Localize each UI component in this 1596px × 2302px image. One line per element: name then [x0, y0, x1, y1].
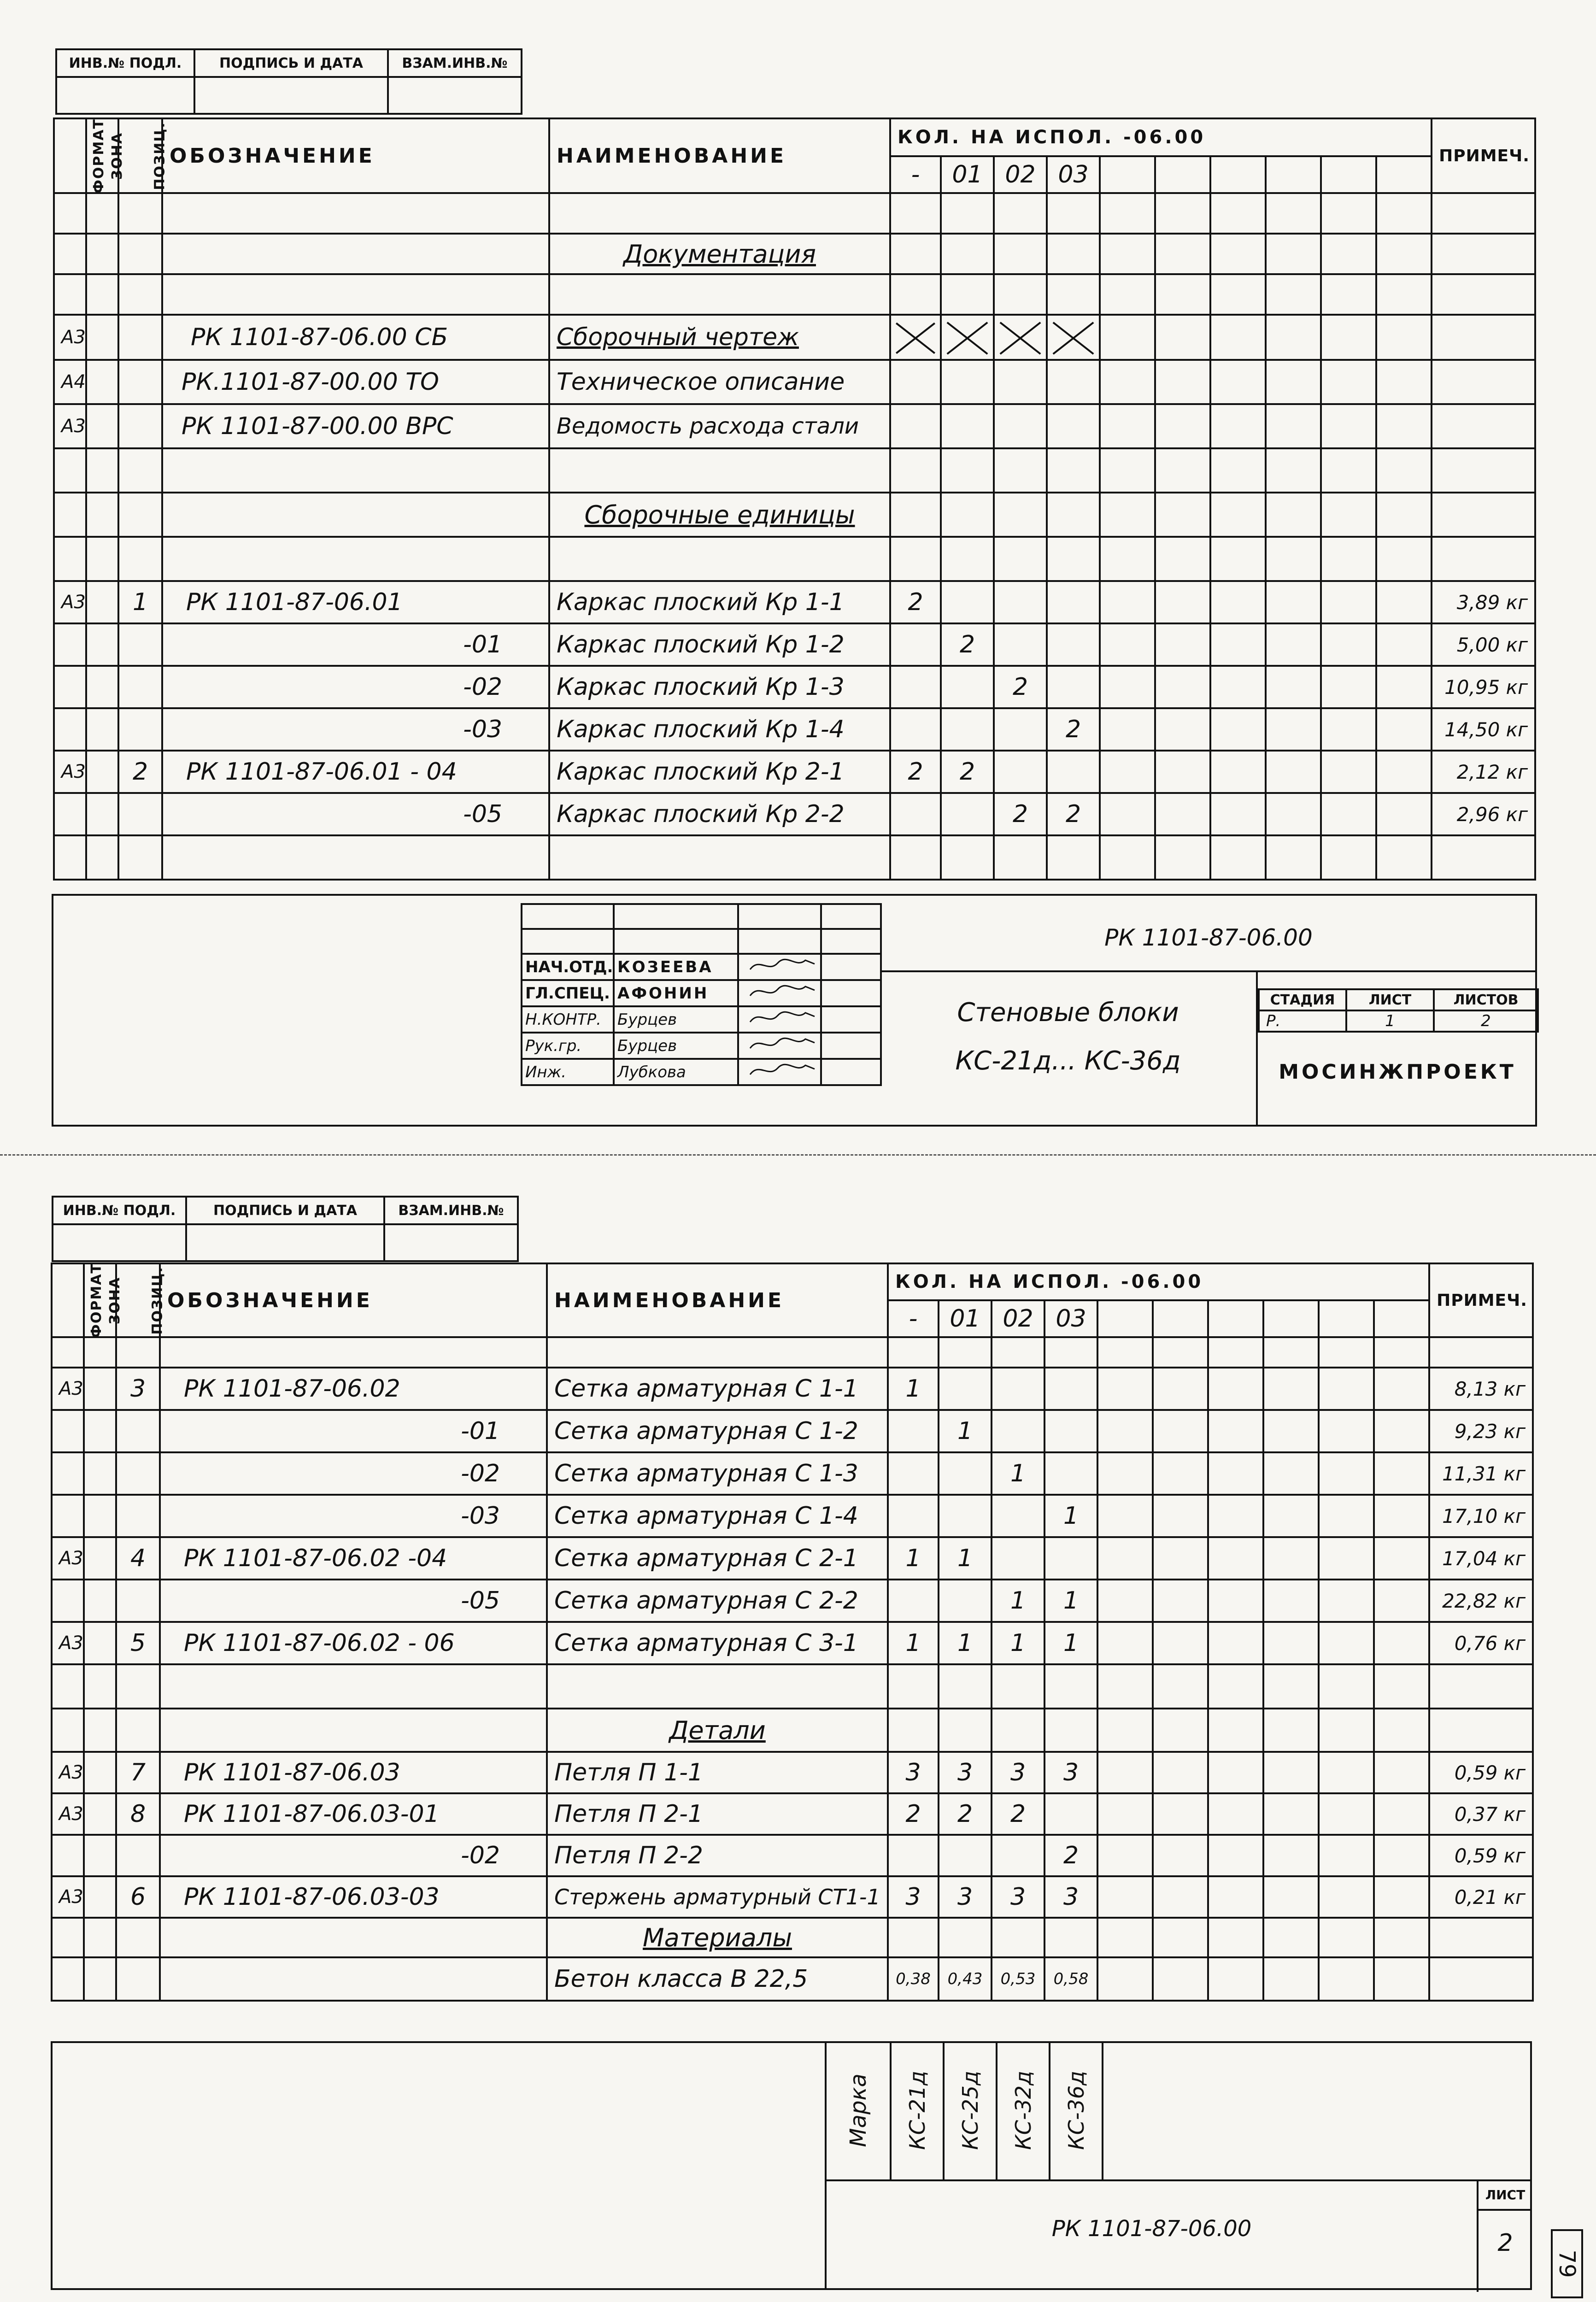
cell-qty	[888, 1452, 939, 1495]
sheet-1	[0, 0, 1596, 1143]
qty-col: -	[890, 156, 941, 193]
cell-position: 8	[116, 1793, 160, 1835]
cell-qty	[994, 623, 1047, 666]
cell-qty: 3	[888, 1876, 939, 1918]
cell-qty: 1	[939, 1410, 992, 1452]
spec-table-1	[53, 117, 1536, 881]
cell-designation: -01	[160, 1410, 547, 1452]
cell-qty	[939, 1368, 992, 1410]
title-block-roles	[521, 903, 882, 1086]
sheet-label-2: ЛИСТ	[1479, 2181, 1532, 2211]
cell-format	[52, 1410, 84, 1452]
cell-qty: 2	[1044, 1835, 1097, 1876]
cell-qty	[992, 1495, 1044, 1537]
stamp-inv: ИНВ.№ ПОДЛ.	[56, 49, 194, 77]
cell-designation: РК.1101-87-00.00 ТО	[162, 360, 549, 404]
spec-table-2	[51, 1263, 1534, 2002]
hdr-qty: КОЛ. НА ИСПОЛ. -06.00	[888, 1263, 1429, 1300]
cell-qty	[939, 1835, 992, 1876]
cell-qty	[994, 708, 1047, 751]
table-row	[54, 315, 1535, 360]
cell-name: Сетка арматурная С 1-1	[547, 1368, 888, 1410]
stamp-sign: ПОДПИСЬ И ДАТА	[194, 49, 388, 77]
cross-mark	[941, 315, 994, 360]
cell-qty	[939, 1452, 992, 1495]
cell-designation: РК 1101-87-00.00 ВРС	[162, 404, 549, 448]
doc-code: РК 1101-87-06.00	[880, 903, 1537, 972]
cell-position	[116, 1410, 160, 1452]
hdr-note: ПРИМЕЧ.	[1429, 1263, 1533, 1337]
cell-format: A3	[52, 1876, 84, 1918]
table-row	[52, 1876, 1533, 1918]
cell-position: 7	[116, 1752, 160, 1793]
cell-note: 10,95 кг	[1432, 666, 1535, 708]
cell-name: Сетка арматурная С 2-1	[547, 1537, 888, 1580]
cell-position	[116, 1835, 160, 1876]
cell-qty	[1044, 1537, 1097, 1580]
doc-code-2: РК 1101-87-06.00	[1051, 2216, 1252, 2242]
cell-qty: 2	[941, 623, 994, 666]
table-row	[54, 404, 1535, 448]
cell-name: Сетка арматурная С 1-2	[547, 1410, 888, 1452]
cell-note: 0,59 кг	[1429, 1835, 1533, 1876]
cell-position: 6	[116, 1876, 160, 1918]
cell-designation: РК 1101-87-06.02	[160, 1368, 547, 1410]
signature-row	[522, 1006, 881, 1033]
sheets-label: ЛИСТОВ	[1434, 989, 1538, 1010]
marka-label: Марка	[845, 2073, 871, 2147]
sheets-value: 2	[1434, 1010, 1538, 1032]
cell-name: Техническое описание	[549, 360, 890, 404]
page-number	[1551, 2229, 1583, 2298]
hdr-pos: ПОЗИЦ.	[118, 118, 162, 193]
signature	[738, 1033, 821, 1059]
cell-qty	[992, 1537, 1044, 1580]
cell-qty: 1	[1044, 1622, 1097, 1664]
cell-format	[54, 666, 86, 708]
cell-qty	[1044, 1410, 1097, 1452]
mark-cell	[1050, 2041, 1103, 2179]
cell-designation: РК 1101-87-06.01 - 04	[162, 751, 549, 793]
cell-qty: 2	[992, 1793, 1044, 1835]
cell-name: Петля П 2-1	[547, 1793, 888, 1835]
cell-position: 1	[118, 581, 162, 623]
sheet-value: 1	[1346, 1010, 1434, 1032]
hdr-format: ФОРМАТ	[52, 1263, 84, 1337]
cell-qty	[1047, 623, 1100, 666]
signature	[738, 954, 821, 980]
cell-qty	[890, 623, 941, 666]
cell-note: 17,10 кг	[1429, 1495, 1533, 1537]
cell-format: A3	[54, 315, 86, 360]
cell-qty: 2	[939, 1793, 992, 1835]
qty-col: 02	[992, 1300, 1044, 1337]
cell-note: 0,59 кг	[1429, 1752, 1533, 1793]
table-row	[54, 793, 1535, 835]
table-row	[52, 1752, 1533, 1793]
cell-qty	[1047, 666, 1100, 708]
table-row	[52, 1452, 1533, 1495]
cell-qty	[939, 1495, 992, 1537]
cell-format: A3	[52, 1622, 84, 1664]
table-row	[52, 1368, 1533, 1410]
cell-qty	[1044, 1793, 1097, 1835]
cell-name: Петля П 2-2	[547, 1835, 888, 1876]
cell-name: Сборочный чертеж	[549, 315, 890, 360]
cell-qty	[992, 1368, 1044, 1410]
cell-qty: 0,58	[1044, 1957, 1097, 2001]
cross-mark	[1047, 315, 1100, 360]
cell-qty	[888, 1835, 939, 1876]
cell-qty: 1	[888, 1622, 939, 1664]
section-details: Детали	[547, 1709, 888, 1752]
table-row	[54, 623, 1535, 666]
cell-note: 9,23 кг	[1429, 1410, 1533, 1452]
sheet-value-2: 2	[1497, 2229, 1513, 2257]
cell-name: Петля П 1-1	[547, 1752, 888, 1793]
cell-designation: РК 1101-87-06.01	[162, 581, 549, 623]
cell-position	[116, 1495, 160, 1537]
cell-qty	[992, 1835, 1044, 1876]
qty-col: 01	[941, 156, 994, 193]
cell-designation: -02	[162, 666, 549, 708]
table-row	[54, 666, 1535, 708]
cell-position	[116, 1452, 160, 1495]
cell-qty	[1047, 751, 1100, 793]
cell-name: Каркас плоский Кр 1-3	[549, 666, 890, 708]
hdr-pos: ПОЗИЦ.	[116, 1263, 160, 1337]
stamp-table-2	[52, 1196, 519, 1262]
cell-format: A3	[52, 1537, 84, 1580]
cell-qty	[941, 666, 994, 708]
hdr-format: ФОРМАТ	[54, 118, 86, 193]
cell-qty	[994, 751, 1047, 793]
cell-qty	[888, 1410, 939, 1452]
cell-qty	[992, 1410, 1044, 1452]
cell-format	[52, 1580, 84, 1622]
role-label: ГЛ.СПЕЦ.	[522, 980, 614, 1006]
cell-note: 2,96 кг	[1432, 793, 1535, 835]
cell-position	[116, 1580, 160, 1622]
cell-designation: -01	[162, 623, 549, 666]
cell-format	[52, 1495, 84, 1537]
table-row	[52, 1410, 1533, 1452]
stamp-inv: ИНВ.№ ПОДЛ.	[53, 1197, 186, 1224]
cell-note: 2,12 кг	[1432, 751, 1535, 793]
mark-label: КС-25д	[957, 2071, 983, 2150]
mark-cell	[945, 2041, 998, 2179]
section-materials: Материалы	[547, 1918, 888, 1957]
cell-name: Бетон класса В 22,5	[547, 1957, 888, 2001]
cell-designation: -02	[160, 1835, 547, 1876]
cell-designation: РК 1101-87-06.02 -04	[160, 1537, 547, 1580]
cell-format: A4	[54, 360, 86, 404]
marka-block	[825, 2041, 1110, 2179]
role-label: Инж.	[522, 1059, 614, 1085]
cell-note: 22,82 кг	[1429, 1580, 1533, 1622]
signature-row	[522, 1033, 881, 1059]
cell-qty	[890, 666, 941, 708]
sheet-divider	[0, 1154, 1596, 1156]
cell-format: A3	[54, 404, 86, 448]
table-row	[54, 360, 1535, 404]
stamp-zam: ВЗАМ.ИНВ.№	[388, 49, 522, 77]
cell-designation: РК 1101-87-06.03-01	[160, 1793, 547, 1835]
cell-format: A3	[54, 751, 86, 793]
cell-designation: РК 1101-87-06.02 - 06	[160, 1622, 547, 1664]
cell-designation: -03	[162, 708, 549, 751]
stamp-zam: ВЗАМ.ИНВ.№	[384, 1197, 518, 1224]
cell-name: Сетка арматурная С 1-3	[547, 1452, 888, 1495]
qty-col: 01	[939, 1300, 992, 1337]
title-line-2: КС-21д... КС-36д	[955, 1046, 1181, 1076]
cell-designation: РК 1101-87-06.03	[160, 1752, 547, 1793]
cell-qty: 3	[939, 1752, 992, 1793]
qty-col: 03	[1044, 1300, 1097, 1337]
table-row	[54, 751, 1535, 793]
cell-position: 4	[116, 1537, 160, 1580]
cell-qty: 2	[1047, 793, 1100, 835]
cell-designation: -03	[160, 1495, 547, 1537]
cell-qty: 3	[888, 1752, 939, 1793]
mark-label: КС-32д	[1010, 2071, 1036, 2150]
hdr-note: ПРИМЕЧ.	[1432, 118, 1535, 193]
mark-cell	[892, 2041, 945, 2179]
qty-col: 03	[1047, 156, 1100, 193]
org-name: МОСИНЖПРОЕКТ	[1279, 1060, 1516, 1084]
cell-qty: 1	[992, 1452, 1044, 1495]
cell-position	[118, 793, 162, 835]
cell-name: Каркас плоский Кр 1-2	[549, 623, 890, 666]
qty-col: 02	[994, 156, 1047, 193]
hdr-name: НАИМЕНОВАНИЕ	[547, 1263, 888, 1337]
cell-qty	[890, 793, 941, 835]
table-row	[52, 1580, 1533, 1622]
cell-format: A3	[52, 1368, 84, 1410]
cell-qty: 3	[1044, 1752, 1097, 1793]
marks-row	[892, 2041, 1110, 2179]
cell-qty	[888, 1495, 939, 1537]
cell-position: 5	[116, 1622, 160, 1664]
cell-designation: -05	[160, 1580, 547, 1622]
cell-note: 17,04 кг	[1429, 1537, 1533, 1580]
cell-qty: 1	[1044, 1580, 1097, 1622]
mark-cell	[998, 2041, 1050, 2179]
cell-qty: 3	[992, 1876, 1044, 1918]
role-label: Н.КОНТР.	[522, 1006, 614, 1033]
cell-qty: 2	[888, 1793, 939, 1835]
sheet2-footer	[825, 2179, 1532, 2290]
cell-qty: 2	[890, 751, 941, 793]
cell-qty: 1	[1044, 1495, 1097, 1537]
cell-name: Каркас плоский Кр 2-1	[549, 751, 890, 793]
hdr-designation: ОБОЗНАЧЕНИЕ	[160, 1263, 547, 1337]
table-row	[52, 1793, 1533, 1835]
cell-qty	[1044, 1368, 1097, 1410]
section-units: Сборочные единицы	[549, 493, 890, 537]
cell-qty: 3	[939, 1876, 992, 1918]
sheet-2	[0, 1170, 1596, 2302]
cell-qty: 3	[1044, 1876, 1097, 1918]
cell-note: 0,37 кг	[1429, 1793, 1533, 1835]
cell-designation: -05	[162, 793, 549, 835]
cell-format	[52, 1835, 84, 1876]
cell-qty	[939, 1580, 992, 1622]
cell-note: 11,31 кг	[1429, 1452, 1533, 1495]
mark-label: КС-36д	[1063, 2071, 1089, 2150]
cell-note: 14,50 кг	[1432, 708, 1535, 751]
role-name: АФОНИН	[614, 980, 738, 1006]
cell-format	[54, 708, 86, 751]
cell-qty: 2	[994, 666, 1047, 708]
cell-name: Стержень арматурный СТ1-1	[547, 1876, 888, 1918]
qty-col: -	[888, 1300, 939, 1337]
cell-format	[54, 623, 86, 666]
table-row	[54, 708, 1535, 751]
cell-qty: 2	[890, 581, 941, 623]
signature-row	[522, 954, 881, 980]
hdr-qty: КОЛ. НА ИСПОЛ. -06.00	[890, 118, 1432, 156]
cell-position	[118, 666, 162, 708]
cell-qty	[941, 708, 994, 751]
cell-note: 0,76 кг	[1429, 1622, 1533, 1664]
table-row	[52, 1957, 1533, 2001]
cell-designation: РК 1101-87-06.03-03	[160, 1876, 547, 1918]
cell-qty	[941, 581, 994, 623]
role-label: Рук.гр.	[522, 1033, 614, 1059]
cell-name: Каркас плоский Кр 2-2	[549, 793, 890, 835]
table-row	[52, 1495, 1533, 1537]
signature	[738, 1006, 821, 1033]
hdr-name: НАИМЕНОВАНИЕ	[549, 118, 890, 193]
sheet-label: ЛИСТ	[1346, 989, 1434, 1010]
cell-qty: 2	[1047, 708, 1100, 751]
cell-designation: -02	[160, 1452, 547, 1495]
hdr-zone: ЗОНА	[84, 1263, 116, 1337]
signature-row	[522, 980, 881, 1006]
cell-note: 5,00 кг	[1432, 623, 1535, 666]
cell-position	[118, 708, 162, 751]
hdr-zone: ЗОНА	[86, 118, 118, 193]
cell-position: 2	[118, 751, 162, 793]
cell-qty	[888, 1580, 939, 1622]
cross-mark	[890, 315, 941, 360]
table-row	[52, 1622, 1533, 1664]
title-block-main	[880, 903, 1537, 1127]
role-name: КОЗЕЕВА	[614, 954, 738, 980]
cell-qty: 1	[888, 1368, 939, 1410]
stage-label: СТАДИЯ	[1259, 989, 1346, 1010]
cell-qty: 2	[994, 793, 1047, 835]
cell-note: 3,89 кг	[1432, 581, 1535, 623]
cell-qty	[941, 793, 994, 835]
hdr-designation: ОБОЗНАЧЕНИЕ	[162, 118, 549, 193]
table-row	[54, 581, 1535, 623]
cell-format: A3	[52, 1752, 84, 1793]
cell-name: Сетка арматурная С 3-1	[547, 1622, 888, 1664]
signature-row	[522, 1059, 881, 1085]
cell-qty	[1044, 1452, 1097, 1495]
cell-qty: 0,43	[939, 1957, 992, 2001]
stage-value: Р.	[1259, 1010, 1346, 1032]
stage-table	[1258, 988, 1539, 1033]
cell-name: Ведомость расхода стали	[549, 404, 890, 448]
role-name: Лубкова	[614, 1059, 738, 1085]
cell-position	[118, 623, 162, 666]
cell-format	[54, 793, 86, 835]
cell-qty: 1	[888, 1537, 939, 1580]
cell-format: A3	[54, 581, 86, 623]
signature	[738, 980, 821, 1006]
title-line-1: Стеновые блоки	[957, 998, 1179, 1028]
section-docs: Документация	[549, 234, 890, 274]
cell-qty: 2	[941, 751, 994, 793]
cell-name: Сетка арматурная С 1-4	[547, 1495, 888, 1537]
cell-name: Сетка арматурная С 2-2	[547, 1580, 888, 1622]
cell-format: A3	[52, 1793, 84, 1835]
cell-qty: 3	[992, 1752, 1044, 1793]
cell-designation: РК 1101-87-06.00 СБ	[162, 315, 549, 360]
cell-qty: 1	[939, 1622, 992, 1664]
cell-name: Каркас плоский Кр 1-1	[549, 581, 890, 623]
table-row	[52, 1835, 1533, 1876]
cell-note: 8,13 кг	[1429, 1368, 1533, 1410]
table-row	[52, 1537, 1533, 1580]
page-number-text: 79	[1554, 2249, 1580, 2278]
cell-qty	[890, 708, 941, 751]
role-name: Бурцев	[614, 1033, 738, 1059]
role-name: Бурцев	[614, 1006, 738, 1033]
cell-qty: 0,53	[992, 1957, 1044, 2001]
cross-mark	[994, 315, 1047, 360]
cell-qty: 0,38	[888, 1957, 939, 2001]
cell-position: 3	[116, 1368, 160, 1410]
cell-qty: 1	[992, 1580, 1044, 1622]
stamp-sign: ПОДПИСЬ И ДАТА	[186, 1197, 384, 1224]
cell-qty	[1047, 581, 1100, 623]
cell-qty	[994, 581, 1047, 623]
mark-label: КС-21д	[904, 2071, 930, 2150]
cell-format	[52, 1452, 84, 1495]
cell-name: Каркас плоский Кр 1-4	[549, 708, 890, 751]
signature	[738, 1059, 821, 1085]
role-label: НАЧ.ОТД.	[522, 954, 614, 980]
cell-note: 0,21 кг	[1429, 1876, 1533, 1918]
cell-qty: 1	[939, 1537, 992, 1580]
stamp-table	[55, 48, 522, 115]
cell-qty: 1	[992, 1622, 1044, 1664]
